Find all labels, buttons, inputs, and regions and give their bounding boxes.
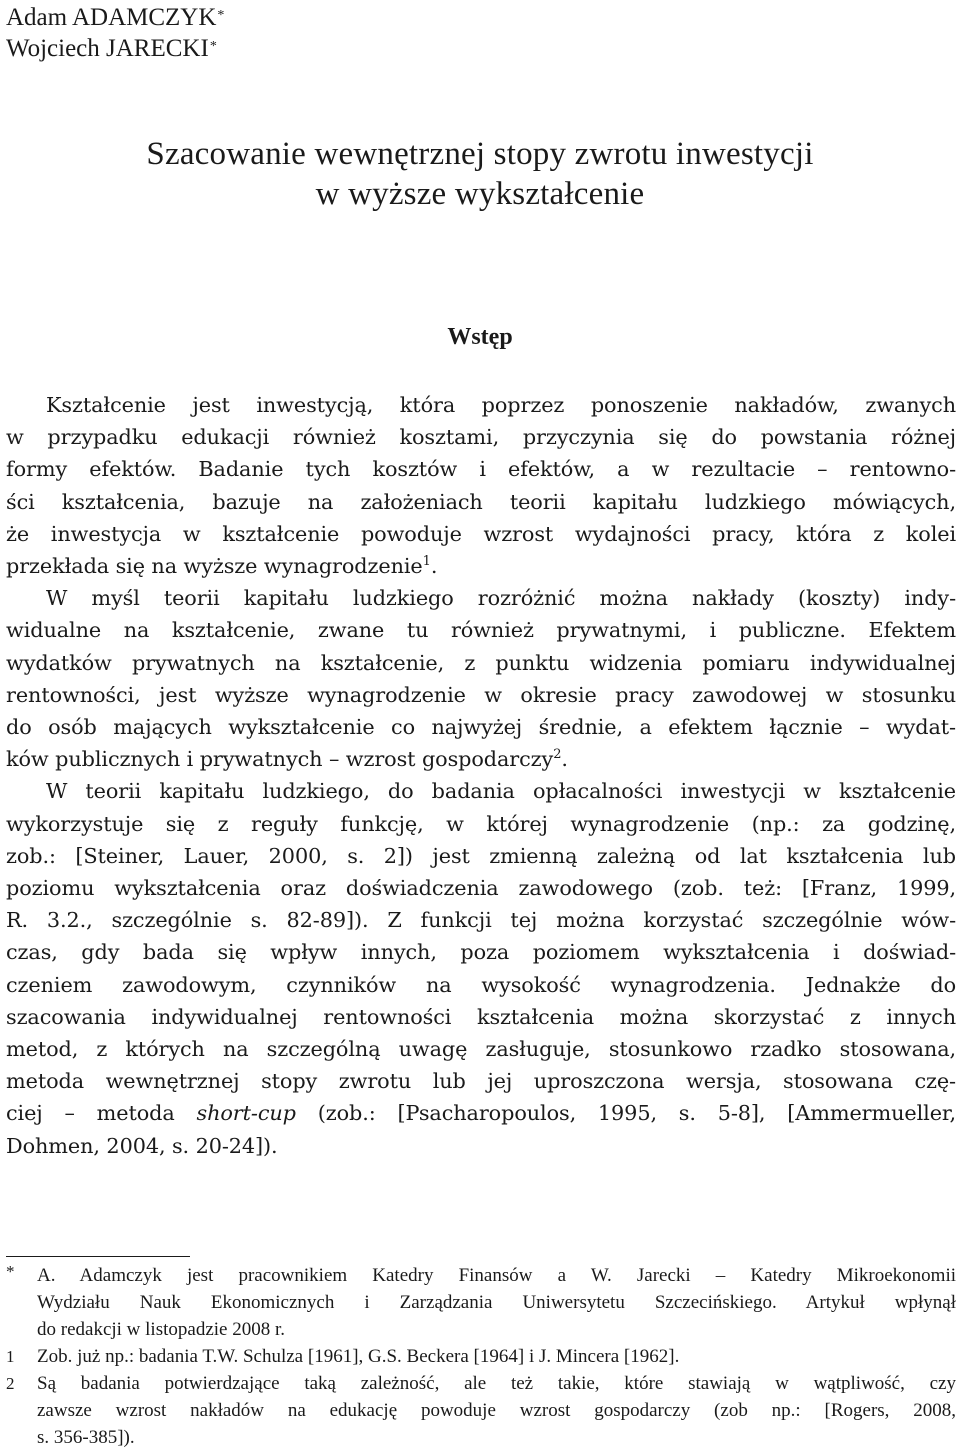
footnote-line: A. Adamczyk jest pracownikiem Katedry Finansów a W. Jarecki – Katedry Mikroekonomii <box>37 1265 956 1286</box>
italic-term: short-cup <box>196 1101 296 1126</box>
body-line: ciej – metoda short-cup (zob.: [Psacharopoulos, 1995, s. 5-8], [Ammermueller, <box>6 1101 956 1126</box>
body-line: zob.: [Steiner, Lauer, 2000, s. 2]) jest zmienną zależną od lat kształcenia lub <box>6 843 956 868</box>
body-line: W teorii kapitału ludzkiego, do badania opłacalności inwestycji w kształcenie <box>46 779 956 804</box>
body-line: przekłada się na wyższe wynagrodzenie$^1$. <box>6 554 438 579</box>
footnotes <box>6 1262 956 1451</box>
authors-block <box>6 2 224 64</box>
body-line: widualne na kształcenie, zwane tu również prywatnymi, i publiczne. Efektem <box>6 618 956 643</box>
body-line: poziomu wykształcenia oraz doświadczenia zawodowego (zob. też: [Franz, 1999, <box>6 876 956 901</box>
footnote-line: Wydziału Nauk Ekonomicznych i Zarządzania Uniwersytetu Szczecińskiego. Artykuł wpłynął <box>37 1292 956 1313</box>
body-line: W myśl teorii kapitału ludzkiego rozróżnić można nakłady (koszty) indy- <box>46 586 956 611</box>
footnote-mark: 1 <box>6 1347 15 1366</box>
title-line-1: Szacowanie wewnętrznej stopy zwrotu inwestycji <box>146 136 814 172</box>
body-line: metod, z których na szczególną uwagę zasługuje, stosunkowo rzadko stosowana, <box>6 1037 956 1062</box>
body-line: Dohmen, 2004, s. 20-24]). <box>6 1133 278 1158</box>
footnote-line: zawsze wzrost nakładów na edukację powoduje wzrost gospodarczy (zob np.: [Rogers, 2008, <box>37 1400 956 1421</box>
body-line: wydatków prywatnych na kształcenie, z punktu widzenia pomiaru indywidualnej <box>6 650 956 675</box>
footnote-ref-1[interactable]: 1 <box>422 554 431 570</box>
footnote-line: Zob. już np.: badania T.W. Schulza [1961], G.S. Beckera [1964] i J. Mincera [1962]. <box>37 1346 680 1367</box>
body-line: w przypadku edukacji również kosztami, przyczynia się do powstania różnej <box>6 425 956 450</box>
footnote-line: s. 356-385]). <box>37 1427 135 1448</box>
footnote-ref-2[interactable]: 2 <box>553 747 562 763</box>
body-line: rentowności, jest wyższe wynagrodzenie w okresie pracy zawodowej w stosunku <box>6 682 956 707</box>
body-line: R. 3.2., szczególnie s. 82-89]). Z funkcji tej można korzystać szczególnie wów- <box>6 908 956 933</box>
body-line: formy efektów. Badanie tych kosztów i efektów, a w rezultacie – rentowno- <box>6 457 956 482</box>
article-title <box>0 134 960 214</box>
body-text <box>6 389 956 1162</box>
body-line: wykorzystuje się z reguły funkcję, w której wynagrodzenie (np.: za godzinę, <box>6 811 956 836</box>
body-line: metoda wewnętrznej stopy zwrotu lub jej uproszczona wersja, stosowana czę- <box>6 1069 956 1094</box>
author-1-footnote-mark: * <box>217 8 225 23</box>
footnote-separator <box>6 1256 190 1257</box>
footnote-2 <box>6 1370 956 1451</box>
body-line: do osób mających wykształcenie co najwyżej średnie, a efektem łącznie – wydat- <box>6 715 956 740</box>
footnote-mark: * <box>6 1262 15 1281</box>
author-1: Adam ADAMCZYK* <box>6 4 225 31</box>
body-line: szacowania indywidualnej rentowności kształcenia można skorzystać z innych <box>6 1004 956 1029</box>
body-line: ków publicznych i prywatnych – wzrost gospodarczy$^2$. <box>6 747 568 772</box>
footnote-line: do redakcji w listopadzie 2008 r. <box>37 1319 285 1340</box>
body-line: czas, gdy bada się wpływ innych, poza poziomem wykształcenia i doświad- <box>6 940 956 965</box>
footnote-1 <box>6 1343 956 1370</box>
body-line: czeniem zawodowym, czynników na wysokość wynagrodzenia. Jednakże do <box>6 972 956 997</box>
footnote-author <box>6 1262 956 1343</box>
author-2-footnote-mark: * <box>209 39 217 54</box>
body-line: ści kształcenia, bazuje na założeniach teorii kapitału ludzkiego mówiących, <box>6 489 956 514</box>
footnote-line: Są badania potwierdzające taką zależność, ale też takie, które stawiają w wątpliwość, czy <box>37 1373 956 1394</box>
body-line: Kształcenie jest inwestycją, która poprzez ponoszenie nakładów, zwanych <box>46 393 956 417</box>
section-heading: Wstęp <box>447 324 513 350</box>
author-2: Wojciech JARECKI* <box>6 35 217 62</box>
body-line: że inwestycja w kształcenie powoduje wzrost wydajności pracy, która z kolei <box>6 521 956 546</box>
footnote-mark: 2 <box>6 1374 15 1393</box>
title-line-2: w wyższe wykształcenie <box>315 176 645 212</box>
